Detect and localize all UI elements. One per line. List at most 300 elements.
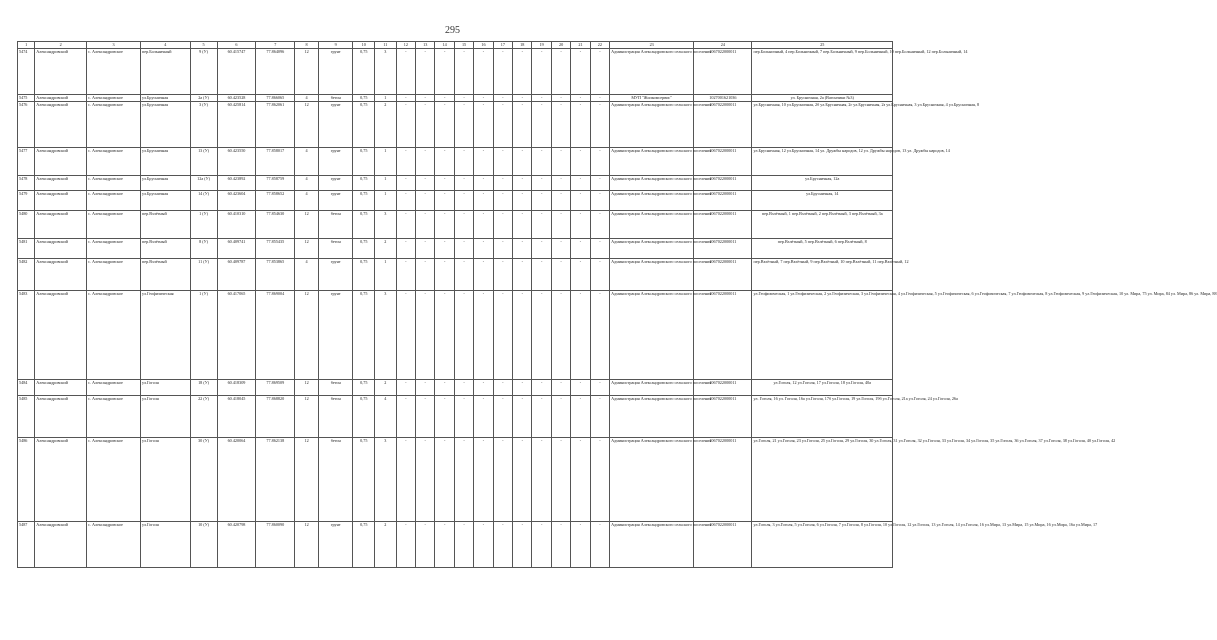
table-row bbox=[18, 147, 893, 175]
table-cell: - bbox=[474, 190, 493, 210]
table-cell: - bbox=[571, 437, 590, 521]
table-cell: - bbox=[416, 95, 435, 102]
table-row bbox=[18, 437, 893, 521]
table-cell: - bbox=[493, 395, 512, 437]
table-cell: 4 bbox=[375, 395, 397, 437]
column-header: 1 bbox=[18, 42, 35, 49]
registry-table bbox=[17, 41, 1217, 568]
table-cell: Александровский bbox=[35, 290, 87, 379]
table-cell: - bbox=[454, 290, 473, 379]
table-cell: ул.Брусничная, 14 bbox=[752, 190, 893, 210]
table-cell: 1067022000011 bbox=[694, 258, 752, 290]
table-cell: - bbox=[493, 95, 512, 102]
table-cell: 1 (У) bbox=[190, 210, 217, 238]
table-cell: грунт bbox=[318, 521, 353, 567]
table-row bbox=[18, 238, 893, 258]
table-cell: - bbox=[571, 258, 590, 290]
table-cell: 0,75 bbox=[353, 49, 375, 95]
table-cell: грунт bbox=[318, 190, 353, 210]
table-cell: - bbox=[474, 395, 493, 437]
table-cell: 60.420064 bbox=[217, 437, 256, 521]
table-cell: - bbox=[532, 238, 551, 258]
table-cell: пер.Взлётный bbox=[140, 238, 190, 258]
table-cell: ул.Брусничная bbox=[140, 147, 190, 175]
table-cell: - bbox=[493, 437, 512, 521]
table-cell: - bbox=[571, 290, 590, 379]
table-cell: Администрация Александровского сельского поселения bbox=[610, 437, 694, 521]
table-cell: - bbox=[551, 395, 570, 437]
table-cell: 77.866065 bbox=[256, 95, 295, 102]
table-cell: Александровский bbox=[35, 210, 87, 238]
table-cell: 30 (У) bbox=[190, 437, 217, 521]
table-cell: 60.425814 bbox=[217, 101, 256, 147]
table-cell: - bbox=[435, 49, 454, 95]
column-header: 11 bbox=[375, 42, 397, 49]
table-cell: - bbox=[474, 210, 493, 238]
table-cell: - bbox=[590, 238, 609, 258]
column-header: 24 bbox=[694, 42, 752, 49]
table-cell: 4 bbox=[295, 175, 319, 190]
table-cell: - bbox=[551, 210, 570, 238]
table-cell: 4 bbox=[295, 258, 319, 290]
table-cell: 8 (У) bbox=[190, 238, 217, 258]
table-cell: - bbox=[590, 290, 609, 379]
table-cell: - bbox=[454, 49, 473, 95]
table-cell: бетон bbox=[318, 210, 353, 238]
table-cell: 12 bbox=[295, 290, 319, 379]
table-row bbox=[18, 379, 893, 395]
table-cell: с. Александровское bbox=[87, 395, 141, 437]
table-cell: - bbox=[416, 395, 435, 437]
column-header: 7 bbox=[256, 42, 295, 49]
column-header: 12 bbox=[396, 42, 415, 49]
table-cell: Администрация Александровского сельского поселения bbox=[610, 101, 694, 147]
column-header: 3 bbox=[87, 42, 141, 49]
header-row bbox=[18, 42, 893, 49]
table-cell: - bbox=[435, 238, 454, 258]
table-cell: 14 (У) bbox=[190, 190, 217, 210]
table-cell: - bbox=[532, 147, 551, 175]
table-row bbox=[18, 258, 893, 290]
table-cell: - bbox=[571, 395, 590, 437]
table-cell: 5482 bbox=[18, 258, 35, 290]
table-cell: 1027001621036 bbox=[694, 95, 752, 102]
table-cell: - bbox=[474, 95, 493, 102]
table-cell: 60.409741 bbox=[217, 238, 256, 258]
table-cell: 60.418309 bbox=[217, 379, 256, 395]
table-cell: 1 bbox=[375, 95, 397, 102]
table-cell: бетон bbox=[318, 95, 353, 102]
table-cell: 4 bbox=[295, 147, 319, 175]
table-cell: Александровский bbox=[35, 437, 87, 521]
table-cell: 1067022000011 bbox=[694, 395, 752, 437]
table-cell: - bbox=[474, 175, 493, 190]
table-cell: - bbox=[474, 521, 493, 567]
table-cell: - bbox=[474, 147, 493, 175]
table-cell: - bbox=[435, 290, 454, 379]
table-cell: 60.420798 bbox=[217, 521, 256, 567]
table-cell: - bbox=[571, 238, 590, 258]
table-cell: - bbox=[590, 101, 609, 147]
table-cell: - bbox=[454, 175, 473, 190]
table-cell: 60.409787 bbox=[217, 258, 256, 290]
table-cell: 0,75 bbox=[353, 101, 375, 147]
table-cell: - bbox=[396, 521, 415, 567]
table-cell: Администрация Александровского сельского поселения bbox=[610, 290, 694, 379]
table-cell: 12 bbox=[295, 101, 319, 147]
table-cell: Александровский bbox=[35, 258, 87, 290]
table-cell: ул.Гоголя, 12 ул.Гоголя, 17 ул.Гоголя, 18 ул.Гоголя, 40а bbox=[752, 379, 893, 395]
table-cell: - bbox=[590, 147, 609, 175]
table-cell: - bbox=[532, 190, 551, 210]
table-cell: 3 bbox=[375, 210, 397, 238]
table-cell: 9 (У) bbox=[190, 49, 217, 95]
table-cell: грунт bbox=[318, 147, 353, 175]
table-cell: - bbox=[416, 101, 435, 147]
table-cell: - bbox=[493, 147, 512, 175]
table-cell: 5486 bbox=[18, 437, 35, 521]
table-cell: с. Александровское bbox=[87, 379, 141, 395]
table-cell: 1067022000011 bbox=[694, 49, 752, 95]
table-cell: - bbox=[435, 437, 454, 521]
column-header: 23 bbox=[610, 42, 694, 49]
table-cell: - bbox=[416, 437, 435, 521]
table-cell: 12а (У) bbox=[190, 175, 217, 190]
table-cell: 0,75 bbox=[353, 175, 375, 190]
table-cell: грунт bbox=[318, 101, 353, 147]
table-cell: - bbox=[590, 190, 609, 210]
table-cell: - bbox=[513, 437, 532, 521]
table-cell: - bbox=[571, 95, 590, 102]
table-cell: - bbox=[551, 379, 570, 395]
table-cell: - bbox=[513, 175, 532, 190]
table-row bbox=[18, 95, 893, 102]
table-row bbox=[18, 521, 893, 567]
table-cell: - bbox=[571, 49, 590, 95]
table-cell: 5481 bbox=[18, 238, 35, 258]
table-cell: - bbox=[532, 395, 551, 437]
table-cell: - bbox=[454, 379, 473, 395]
table-cell: - bbox=[551, 49, 570, 95]
table-cell: 77.858759 bbox=[256, 175, 295, 190]
table-cell: с. Александровское bbox=[87, 49, 141, 95]
table-cell: - bbox=[416, 379, 435, 395]
table-cell: с. Александровское bbox=[87, 190, 141, 210]
table-cell: 60.423604 bbox=[217, 190, 256, 210]
table-cell: - bbox=[396, 95, 415, 102]
table-cell: - bbox=[590, 49, 609, 95]
table-cell: - bbox=[435, 210, 454, 238]
table-cell: 1067022000011 bbox=[694, 379, 752, 395]
table-cell: 0,75 bbox=[353, 521, 375, 567]
table-cell: - bbox=[396, 101, 415, 147]
table-cell: 1067022000011 bbox=[694, 437, 752, 521]
table-cell: - bbox=[551, 290, 570, 379]
column-header: 19 bbox=[532, 42, 551, 49]
table-cell: 1067022000011 bbox=[694, 190, 752, 210]
table-cell: - bbox=[493, 49, 512, 95]
table-cell: с. Александровское bbox=[87, 238, 141, 258]
table-row bbox=[18, 290, 893, 379]
table-cell: - bbox=[435, 258, 454, 290]
column-header: 2 bbox=[35, 42, 87, 49]
table-cell: 2а (У) bbox=[190, 95, 217, 102]
table-cell: - bbox=[551, 258, 570, 290]
table-cell: 12 bbox=[295, 238, 319, 258]
table-cell: 4 bbox=[295, 190, 319, 210]
table-cell: с. Александровское bbox=[87, 147, 141, 175]
table-cell: ул.Брусничная bbox=[140, 175, 190, 190]
table-cell: - bbox=[435, 175, 454, 190]
table-cell: Александровский bbox=[35, 101, 87, 147]
table-cell: 77.862138 bbox=[256, 437, 295, 521]
table-cell: МУП "Жилкомсервис" bbox=[610, 95, 694, 102]
table-cell: 1067022000011 bbox=[694, 175, 752, 190]
column-header: 15 bbox=[454, 42, 473, 49]
table-cell: ул.Гоголя bbox=[140, 379, 190, 395]
table-cell: Администрация Александровского сельского поселения bbox=[610, 147, 694, 175]
table-cell: грунт bbox=[318, 175, 353, 190]
table-cell: - bbox=[474, 101, 493, 147]
table-cell: ул.Гоголя bbox=[140, 437, 190, 521]
table-cell: 77.868820 bbox=[256, 395, 295, 437]
table-cell: - bbox=[416, 147, 435, 175]
table-cell: ул.Брусничная, 12а bbox=[752, 175, 893, 190]
table-cell: с. Александровское bbox=[87, 95, 141, 102]
table-cell: 77.858652 bbox=[256, 190, 295, 210]
table-cell: 1 bbox=[375, 147, 397, 175]
table-cell: - bbox=[474, 238, 493, 258]
table-row bbox=[18, 190, 893, 210]
table-cell: 1067022000011 bbox=[694, 147, 752, 175]
table-cell: - bbox=[571, 210, 590, 238]
table-cell: Администрация Александровского сельского поселения bbox=[610, 238, 694, 258]
table-cell: 5478 bbox=[18, 175, 35, 190]
table-cell: - bbox=[551, 95, 570, 102]
table-cell: с. Александровское bbox=[87, 258, 141, 290]
table-cell: 60.415747 bbox=[217, 49, 256, 95]
table-row bbox=[18, 49, 893, 95]
table-cell: 77.855435 bbox=[256, 238, 295, 258]
table-cell: 77.853865 bbox=[256, 258, 295, 290]
table-cell: Администрация Александровского сельского поселения bbox=[610, 379, 694, 395]
table-cell: - bbox=[435, 521, 454, 567]
table-cell: - bbox=[551, 101, 570, 147]
table-cell: 0,75 bbox=[353, 379, 375, 395]
table-cell: - bbox=[396, 258, 415, 290]
table-cell: 1067022000011 bbox=[694, 290, 752, 379]
table-cell: с. Александровское bbox=[87, 101, 141, 147]
table-cell: пер.Больничный, 4 пер.Больничный, 7 пер.Больничный, 9 пер.Больничный, 10 пер.Больничный, 12 пер.Больничный, 14 bbox=[752, 49, 893, 95]
table-cell: - bbox=[416, 521, 435, 567]
table-cell: Александровский bbox=[35, 190, 87, 210]
table-cell: Администрация Александровского сельского поселения bbox=[610, 210, 694, 238]
table-cell: ул.Гоголя bbox=[140, 521, 190, 567]
table-cell: - bbox=[571, 147, 590, 175]
table-cell: - bbox=[532, 258, 551, 290]
table-cell: - bbox=[590, 437, 609, 521]
table-cell: - bbox=[571, 521, 590, 567]
table-cell: 5477 bbox=[18, 147, 35, 175]
table-cell: с. Александровское bbox=[87, 437, 141, 521]
table-cell: - bbox=[493, 175, 512, 190]
table-cell: Администрация Александровского сельского поселения bbox=[610, 175, 694, 190]
table-cell: - bbox=[532, 101, 551, 147]
table-cell: Александровский bbox=[35, 395, 87, 437]
table-cell: 3 bbox=[375, 290, 397, 379]
table-cell: - bbox=[532, 290, 551, 379]
table-cell: 5476 bbox=[18, 101, 35, 147]
table-cell: 2 bbox=[375, 238, 397, 258]
table-cell: - bbox=[396, 379, 415, 395]
table-cell: - bbox=[571, 101, 590, 147]
table-cell: - bbox=[474, 258, 493, 290]
page-number: 295 bbox=[445, 25, 460, 36]
table-cell: - bbox=[416, 190, 435, 210]
table-cell: - bbox=[513, 395, 532, 437]
table-cell: Александровский bbox=[35, 379, 87, 395]
table-cell: - bbox=[454, 147, 473, 175]
table-cell: - bbox=[571, 190, 590, 210]
table-cell: - bbox=[532, 379, 551, 395]
table-cell: с. Александровское bbox=[87, 521, 141, 567]
table-cell: 2 bbox=[375, 521, 397, 567]
table-cell: - bbox=[551, 238, 570, 258]
table-cell: - bbox=[493, 190, 512, 210]
table-cell: ул.Гоголя bbox=[140, 395, 190, 437]
table-cell: - bbox=[590, 395, 609, 437]
table-cell: - bbox=[590, 258, 609, 290]
table-cell: 77.858017 bbox=[256, 147, 295, 175]
table-cell: 0,75 bbox=[353, 190, 375, 210]
table-cell: 2 bbox=[375, 101, 397, 147]
column-header: 6 bbox=[217, 42, 256, 49]
table-cell: 5480 bbox=[18, 210, 35, 238]
column-header: 8 bbox=[295, 42, 319, 49]
column-header: 22 bbox=[590, 42, 609, 49]
table-cell: - bbox=[493, 101, 512, 147]
table-cell: - bbox=[513, 147, 532, 175]
table-cell: - bbox=[513, 290, 532, 379]
table-body bbox=[18, 42, 1217, 568]
table-cell: 60.423550 bbox=[217, 147, 256, 175]
table-cell: - bbox=[513, 101, 532, 147]
table-cell: 1 bbox=[375, 258, 397, 290]
table-cell: - bbox=[435, 95, 454, 102]
table-cell: 1067022000011 bbox=[694, 238, 752, 258]
table-cell: - bbox=[454, 437, 473, 521]
table-cell: пер.Взлётный, 1 пер.Взлётный, 2 пер.Взлётный, 3 пер.Взлётный, 3а bbox=[752, 210, 893, 238]
table-cell: - bbox=[474, 290, 493, 379]
table-cell: - bbox=[435, 190, 454, 210]
table-cell: 13 (У) bbox=[190, 147, 217, 175]
table-cell: - bbox=[493, 379, 512, 395]
table-cell: - bbox=[513, 95, 532, 102]
table-cell: - bbox=[454, 210, 473, 238]
table-cell: ул.Брусничная, 12 ул.Брусничная, 14 ул. Дружбы народов, 12 ул. Дружбы народов, 13 ул. Дружбы народов, 14 bbox=[752, 147, 893, 175]
table-cell: - bbox=[532, 210, 551, 238]
table-cell: 12 bbox=[295, 49, 319, 95]
table-cell: 5474 bbox=[18, 49, 35, 95]
table-cell: - bbox=[396, 437, 415, 521]
column-header: 5 bbox=[190, 42, 217, 49]
table-cell: ул.Геофизическая, 1 ул.Геофизическая, 2 ул.Геофизическая, 3 ул.Геофизическая, 4 ул.Геофизическая, 5 ул.Геофизическая, 6 ул.Геофизическая, 7 ул.Геофизическая, 8 ул.Геофизическая, 9 ул.Геофизическая, 10 ул. Мира, 75 ул. Мира, 84 ул. Мира, 86 ул. Мира, 88 bbox=[752, 290, 893, 379]
table-cell: 10 (У) bbox=[190, 521, 217, 567]
table-cell: 0,75 bbox=[353, 238, 375, 258]
table-cell: 1 bbox=[375, 175, 397, 190]
table-cell: пер.Взлётный, 7 пер.Взлётный, 9 пер.Взлётный, 10 пер.Взлётный, 11 пер.Взлётный, 12 bbox=[752, 258, 893, 290]
table-cell: ул. Брусничная, 2а (Вагончики №3) bbox=[752, 95, 893, 102]
table-cell: - bbox=[513, 210, 532, 238]
table-cell: - bbox=[454, 95, 473, 102]
table-cell: 77.869509 bbox=[256, 379, 295, 395]
table-row bbox=[18, 101, 893, 147]
table-cell: 11 (У) bbox=[190, 258, 217, 290]
table-cell: - bbox=[513, 238, 532, 258]
table-cell: - bbox=[532, 49, 551, 95]
table-cell: 0,75 bbox=[353, 395, 375, 437]
table-cell: - bbox=[396, 238, 415, 258]
table-cell: - bbox=[396, 190, 415, 210]
table-cell: - bbox=[396, 49, 415, 95]
table-cell: 12 bbox=[295, 379, 319, 395]
table-cell: - bbox=[551, 147, 570, 175]
column-header: 4 bbox=[140, 42, 190, 49]
table-cell: - bbox=[532, 95, 551, 102]
table-cell: Александровский bbox=[35, 238, 87, 258]
table-cell: - bbox=[396, 395, 415, 437]
table-cell: 12 bbox=[295, 395, 319, 437]
table-cell: - bbox=[435, 101, 454, 147]
table-row bbox=[18, 395, 893, 437]
table-cell: Александровский bbox=[35, 175, 87, 190]
table-cell: - bbox=[474, 379, 493, 395]
table-cell: Александровский bbox=[35, 521, 87, 567]
table-cell: бетон bbox=[318, 395, 353, 437]
table-cell: - bbox=[551, 437, 570, 521]
table-cell: 77.862061 bbox=[256, 101, 295, 147]
table-cell: 5475 bbox=[18, 95, 35, 102]
table-cell: с. Александровское bbox=[87, 175, 141, 190]
table-cell: с. Александровское bbox=[87, 210, 141, 238]
table-cell: Александровский bbox=[35, 147, 87, 175]
table-cell: бетон bbox=[318, 238, 353, 258]
table-cell: - bbox=[493, 258, 512, 290]
table-cell: 0,75 bbox=[353, 290, 375, 379]
table-cell: - bbox=[571, 175, 590, 190]
table-cell: грунт bbox=[318, 258, 353, 290]
table-cell: - bbox=[532, 175, 551, 190]
table-cell: - bbox=[396, 210, 415, 238]
table-cell: грунт bbox=[318, 290, 353, 379]
table-cell: - bbox=[454, 190, 473, 210]
table-cell: - bbox=[416, 290, 435, 379]
table-cell: - bbox=[435, 147, 454, 175]
table-cell: - bbox=[416, 258, 435, 290]
table-cell: 60.417065 bbox=[217, 290, 256, 379]
table-cell: - bbox=[493, 210, 512, 238]
table-cell: - bbox=[493, 238, 512, 258]
table-cell: Администрация Александровского сельского поселения bbox=[610, 49, 694, 95]
table-cell: 0,75 bbox=[353, 147, 375, 175]
table-cell: - bbox=[454, 521, 473, 567]
table-cell: 0,75 bbox=[353, 95, 375, 102]
table-cell: 77.864096 bbox=[256, 49, 295, 95]
table-cell: - bbox=[513, 379, 532, 395]
table-cell: - bbox=[474, 49, 493, 95]
table-cell: - bbox=[590, 175, 609, 190]
table-cell: - bbox=[416, 49, 435, 95]
